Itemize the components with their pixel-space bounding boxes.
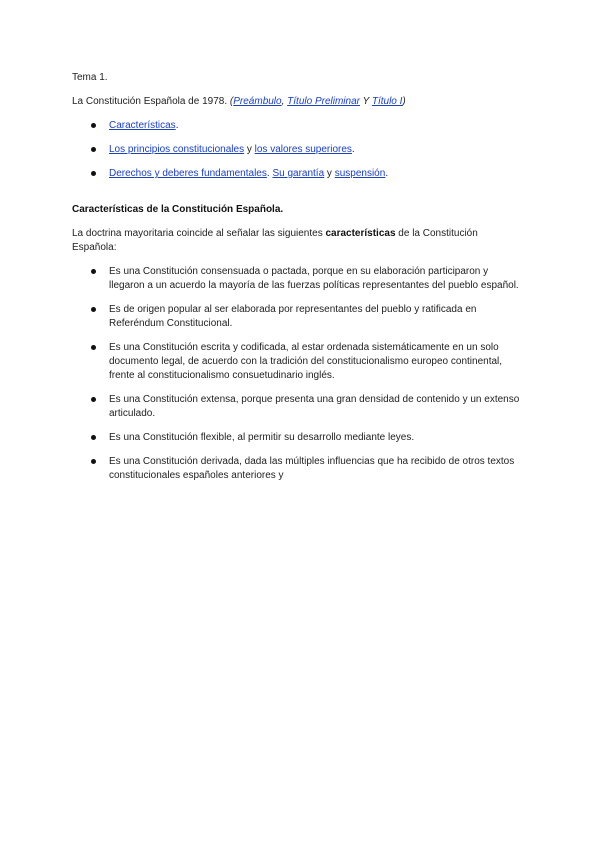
link-derechos-deberes[interactable]: Derechos y deberes fundamentales: [109, 168, 267, 179]
link-valores-superiores[interactable]: los valores superiores: [254, 144, 352, 155]
link-caracteristicas[interactable]: Características: [109, 120, 176, 131]
toc-list: [72, 119, 524, 181]
toc-item-separator: .: [266, 168, 273, 179]
topic-label: Tema 1.: [72, 72, 108, 83]
section-intro: [72, 227, 524, 255]
toc-item-suffix: .: [351, 144, 355, 155]
feature-item: Es una Constitución consensuada o pactada, porque en su elaboración participaron y llegaron a un acuerdo la mayoría de las fuerzas políticas representantes del pueblo español.: [72, 265, 524, 293]
toc-item-derechos: [72, 167, 524, 181]
link-preambulo[interactable]: Preámbulo: [233, 96, 282, 107]
toc-item-conjunction: y: [244, 144, 255, 155]
separator-1: ,: [281, 96, 288, 107]
toc-item-suffix: .: [175, 120, 179, 131]
intro-text: La Constitución Española de 1978.: [72, 96, 230, 107]
link-su-garantia[interactable]: Su garantía: [272, 168, 325, 179]
feature-item: Es de origen popular al ser elaborada por representantes del pueblo y ratificada en Referéndum Constitucional.: [72, 303, 524, 331]
open-paren: (: [229, 96, 234, 107]
toc-item-principios: [72, 143, 524, 157]
features-list: [72, 265, 524, 483]
feature-item: Es una Constitución flexible, al permitir su desarrollo mediante leyes.: [72, 431, 524, 445]
close-paren: ): [402, 96, 406, 107]
link-principios-constitucionales[interactable]: Los principios constitucionales: [109, 144, 245, 155]
link-titulo-preliminar[interactable]: Título Preliminar: [287, 96, 360, 107]
link-titulo-i[interactable]: Título I: [371, 96, 403, 107]
intro-references: [230, 96, 406, 107]
link-suspension[interactable]: suspensión: [334, 168, 386, 179]
section-heading: Características de la Constitución Española.: [72, 204, 284, 215]
section-intro-text: La doctrina mayoritaria coincide al señalar las siguientes: [72, 228, 326, 239]
toc-item-caracteristicas: [72, 119, 524, 133]
toc-item-conjunction: y: [324, 168, 335, 179]
intro-paragraph: [72, 95, 524, 109]
toc-item-suffix: .: [385, 168, 389, 179]
feature-item: Es una Constitución extensa, porque presenta una gran densidad de contenido y un extenso articulado.: [72, 393, 524, 421]
section-intro-bold: características: [325, 228, 396, 239]
feature-item: Es una Constitución escrita y codificada, al estar ordenada sistemáticamente en un solo documento legal, de acuerdo con la tradición del constitucionalismo europeo continental, frente al constitucionalismo consuetudinario inglés.: [72, 341, 524, 383]
feature-item: Es una Constitución derivada, dada las múltiples influencias que ha recibido de otros textos constitucionales españoles anteriores y: [72, 455, 524, 483]
section-intro-text-end: de la Constitución Española:: [72, 228, 478, 253]
separator-2: Y: [359, 96, 372, 107]
document-content: [72, 71, 524, 493]
